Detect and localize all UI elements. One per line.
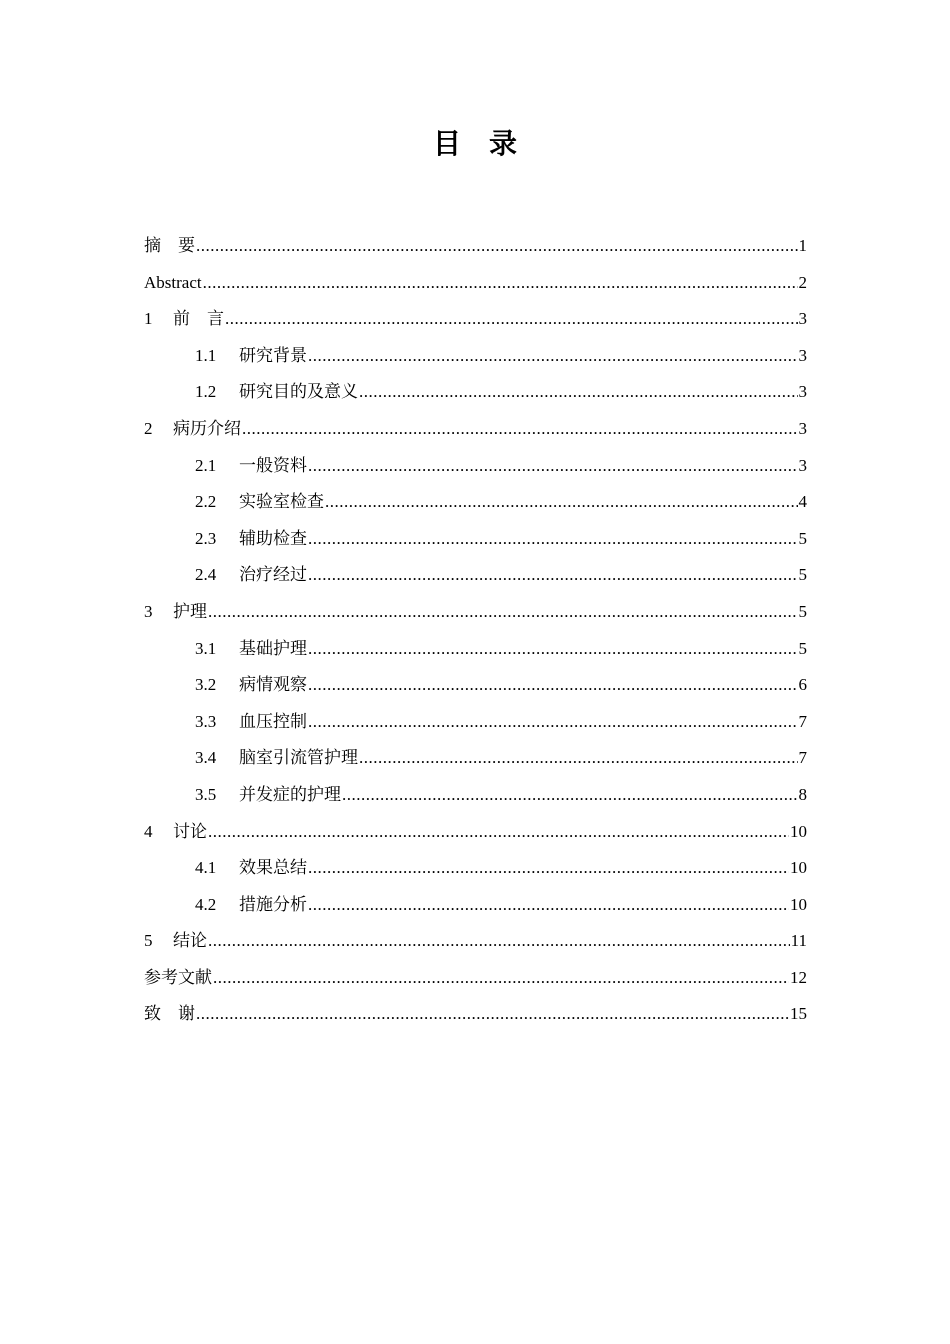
toc-entry-number: 1.2 bbox=[195, 382, 217, 402]
toc-entry-number: 4.2 bbox=[195, 894, 217, 914]
toc-entry-page-number: 5 bbox=[798, 528, 807, 548]
dot-leader bbox=[208, 594, 798, 631]
dot-leader bbox=[208, 923, 790, 960]
toc-entry-page-number: 3 bbox=[798, 455, 807, 475]
toc-entry-page-number: 8 bbox=[798, 784, 807, 804]
toc-entry-page-number: 10 bbox=[790, 821, 807, 841]
toc-entry[interactable] bbox=[144, 814, 807, 851]
dot-leader bbox=[308, 887, 789, 924]
toc-entry-number: 2 bbox=[144, 418, 153, 438]
toc-entry-label: 讨论 bbox=[173, 821, 207, 841]
toc-entry-label: 血压控制 bbox=[239, 711, 307, 731]
toc-entry[interactable] bbox=[144, 777, 807, 814]
toc-entry-label: Abstract bbox=[144, 272, 202, 292]
toc-entry[interactable] bbox=[144, 996, 807, 1033]
dot-leader bbox=[242, 411, 798, 448]
toc-entry-page-number: 6 bbox=[798, 675, 807, 695]
toc-entry-page-number: 10 bbox=[790, 894, 807, 914]
toc-entry-label: 治疗经过 bbox=[239, 565, 307, 585]
dot-leader bbox=[213, 960, 789, 997]
toc-entry-page-number: 10 bbox=[790, 858, 807, 878]
toc-entry-label: 效果总结 bbox=[239, 858, 307, 878]
toc-entry-label: 研究背景 bbox=[239, 345, 307, 365]
toc-entry-label: 脑室引流管护理 bbox=[239, 748, 358, 768]
toc-entry-number: 2.3 bbox=[195, 528, 217, 548]
dot-leader bbox=[308, 448, 798, 485]
toc-entry-label: 病情观察 bbox=[239, 675, 307, 695]
toc-entry-page-number: 12 bbox=[790, 967, 807, 987]
toc-entry-page-number: 2 bbox=[798, 272, 807, 292]
toc-entry[interactable] bbox=[144, 265, 807, 302]
toc-entry-number: 1.1 bbox=[195, 345, 217, 365]
toc-entry-label: 辅助检查 bbox=[239, 528, 307, 548]
dot-leader bbox=[308, 557, 798, 594]
toc-entry-page-number: 1 bbox=[798, 236, 807, 255]
table-of-contents bbox=[144, 228, 807, 1033]
dot-leader bbox=[208, 814, 789, 851]
toc-entry[interactable] bbox=[144, 448, 807, 485]
toc-entry-label: 病历介绍 bbox=[173, 418, 241, 438]
page-title: 目 录 bbox=[432, 127, 517, 160]
toc-entry-page-number: 4 bbox=[798, 492, 807, 512]
toc-entry-page-number: 3 bbox=[798, 418, 807, 438]
toc-entry-page-number: 3 bbox=[798, 382, 807, 402]
toc-entry-number: 1 bbox=[144, 309, 153, 329]
toc-entry[interactable] bbox=[144, 228, 807, 265]
toc-entry-label: 护理 bbox=[173, 601, 207, 621]
dot-leader bbox=[196, 228, 798, 265]
toc-entry-label: 致 谢 bbox=[144, 1004, 195, 1024]
toc-entry-number: 3.4 bbox=[195, 748, 217, 768]
toc-entry-label: 结论 bbox=[173, 931, 207, 951]
toc-entry-label: 参考文献 bbox=[144, 967, 212, 987]
toc-entry-number: 3.1 bbox=[195, 638, 217, 658]
toc-entry-number: 2.4 bbox=[195, 565, 217, 585]
dot-leader bbox=[308, 338, 798, 375]
toc-entry[interactable] bbox=[144, 850, 807, 887]
dot-leader bbox=[308, 850, 789, 887]
dot-leader bbox=[196, 996, 789, 1033]
dot-leader bbox=[308, 521, 798, 558]
toc-entry-label: 前 言 bbox=[173, 309, 224, 329]
toc-entry-number: 3.5 bbox=[195, 784, 217, 804]
toc-entry-number: 3 bbox=[144, 601, 153, 621]
dot-leader bbox=[359, 740, 798, 777]
toc-entry[interactable] bbox=[144, 301, 807, 338]
toc-entry[interactable] bbox=[144, 887, 807, 924]
toc-entry-number: 4.1 bbox=[195, 858, 217, 878]
toc-entry-page-number: 5 bbox=[798, 638, 807, 658]
toc-entry[interactable] bbox=[144, 960, 807, 997]
toc-entry[interactable] bbox=[144, 557, 807, 594]
toc-entry[interactable] bbox=[144, 374, 807, 411]
toc-entry-page-number: 5 bbox=[798, 601, 807, 621]
toc-entry-label: 实验室检查 bbox=[239, 492, 324, 512]
dot-leader bbox=[203, 265, 798, 302]
dot-leader bbox=[359, 374, 798, 411]
dot-leader bbox=[308, 667, 798, 704]
toc-entry-label: 基础护理 bbox=[239, 638, 307, 658]
dot-leader bbox=[308, 704, 798, 741]
toc-entry[interactable] bbox=[144, 594, 807, 631]
toc-entry-page-number: 3 bbox=[798, 309, 807, 329]
toc-entry-number: 3.2 bbox=[195, 675, 217, 695]
toc-entry-page-number: 5 bbox=[798, 565, 807, 585]
toc-entry-number: 3.3 bbox=[195, 711, 217, 731]
toc-entry-page-number: 15 bbox=[790, 1004, 807, 1024]
toc-entry[interactable] bbox=[144, 338, 807, 375]
toc-entry-label: 一般资料 bbox=[239, 455, 307, 475]
toc-entry-label: 措施分析 bbox=[239, 894, 307, 914]
toc-entry[interactable] bbox=[144, 704, 807, 741]
toc-entry-number: 5 bbox=[144, 931, 153, 951]
toc-entry-label: 研究目的及意义 bbox=[239, 382, 358, 402]
toc-entry[interactable] bbox=[144, 667, 807, 704]
toc-entry[interactable] bbox=[144, 923, 807, 960]
toc-entry-number: 2.2 bbox=[195, 492, 217, 512]
toc-entry[interactable] bbox=[144, 411, 807, 448]
toc-entry-page-number: 11 bbox=[790, 931, 807, 951]
toc-entry-page-number: 3 bbox=[798, 345, 807, 365]
toc-entry[interactable] bbox=[144, 740, 807, 777]
toc-entry-label: 摘 要 bbox=[144, 236, 195, 255]
toc-entry-number: 4 bbox=[144, 821, 153, 841]
toc-entry-page-number: 7 bbox=[798, 748, 807, 768]
toc-entry[interactable] bbox=[144, 484, 807, 521]
dot-leader bbox=[225, 301, 798, 338]
toc-entry-label: 并发症的护理 bbox=[239, 784, 341, 804]
toc-entry[interactable] bbox=[144, 521, 807, 558]
dot-leader bbox=[308, 631, 798, 668]
dot-leader bbox=[342, 777, 798, 814]
dot-leader bbox=[325, 484, 798, 521]
toc-entry-page-number: 7 bbox=[798, 711, 807, 731]
toc-entry-number: 2.1 bbox=[195, 455, 217, 475]
toc-entry[interactable] bbox=[144, 631, 807, 668]
